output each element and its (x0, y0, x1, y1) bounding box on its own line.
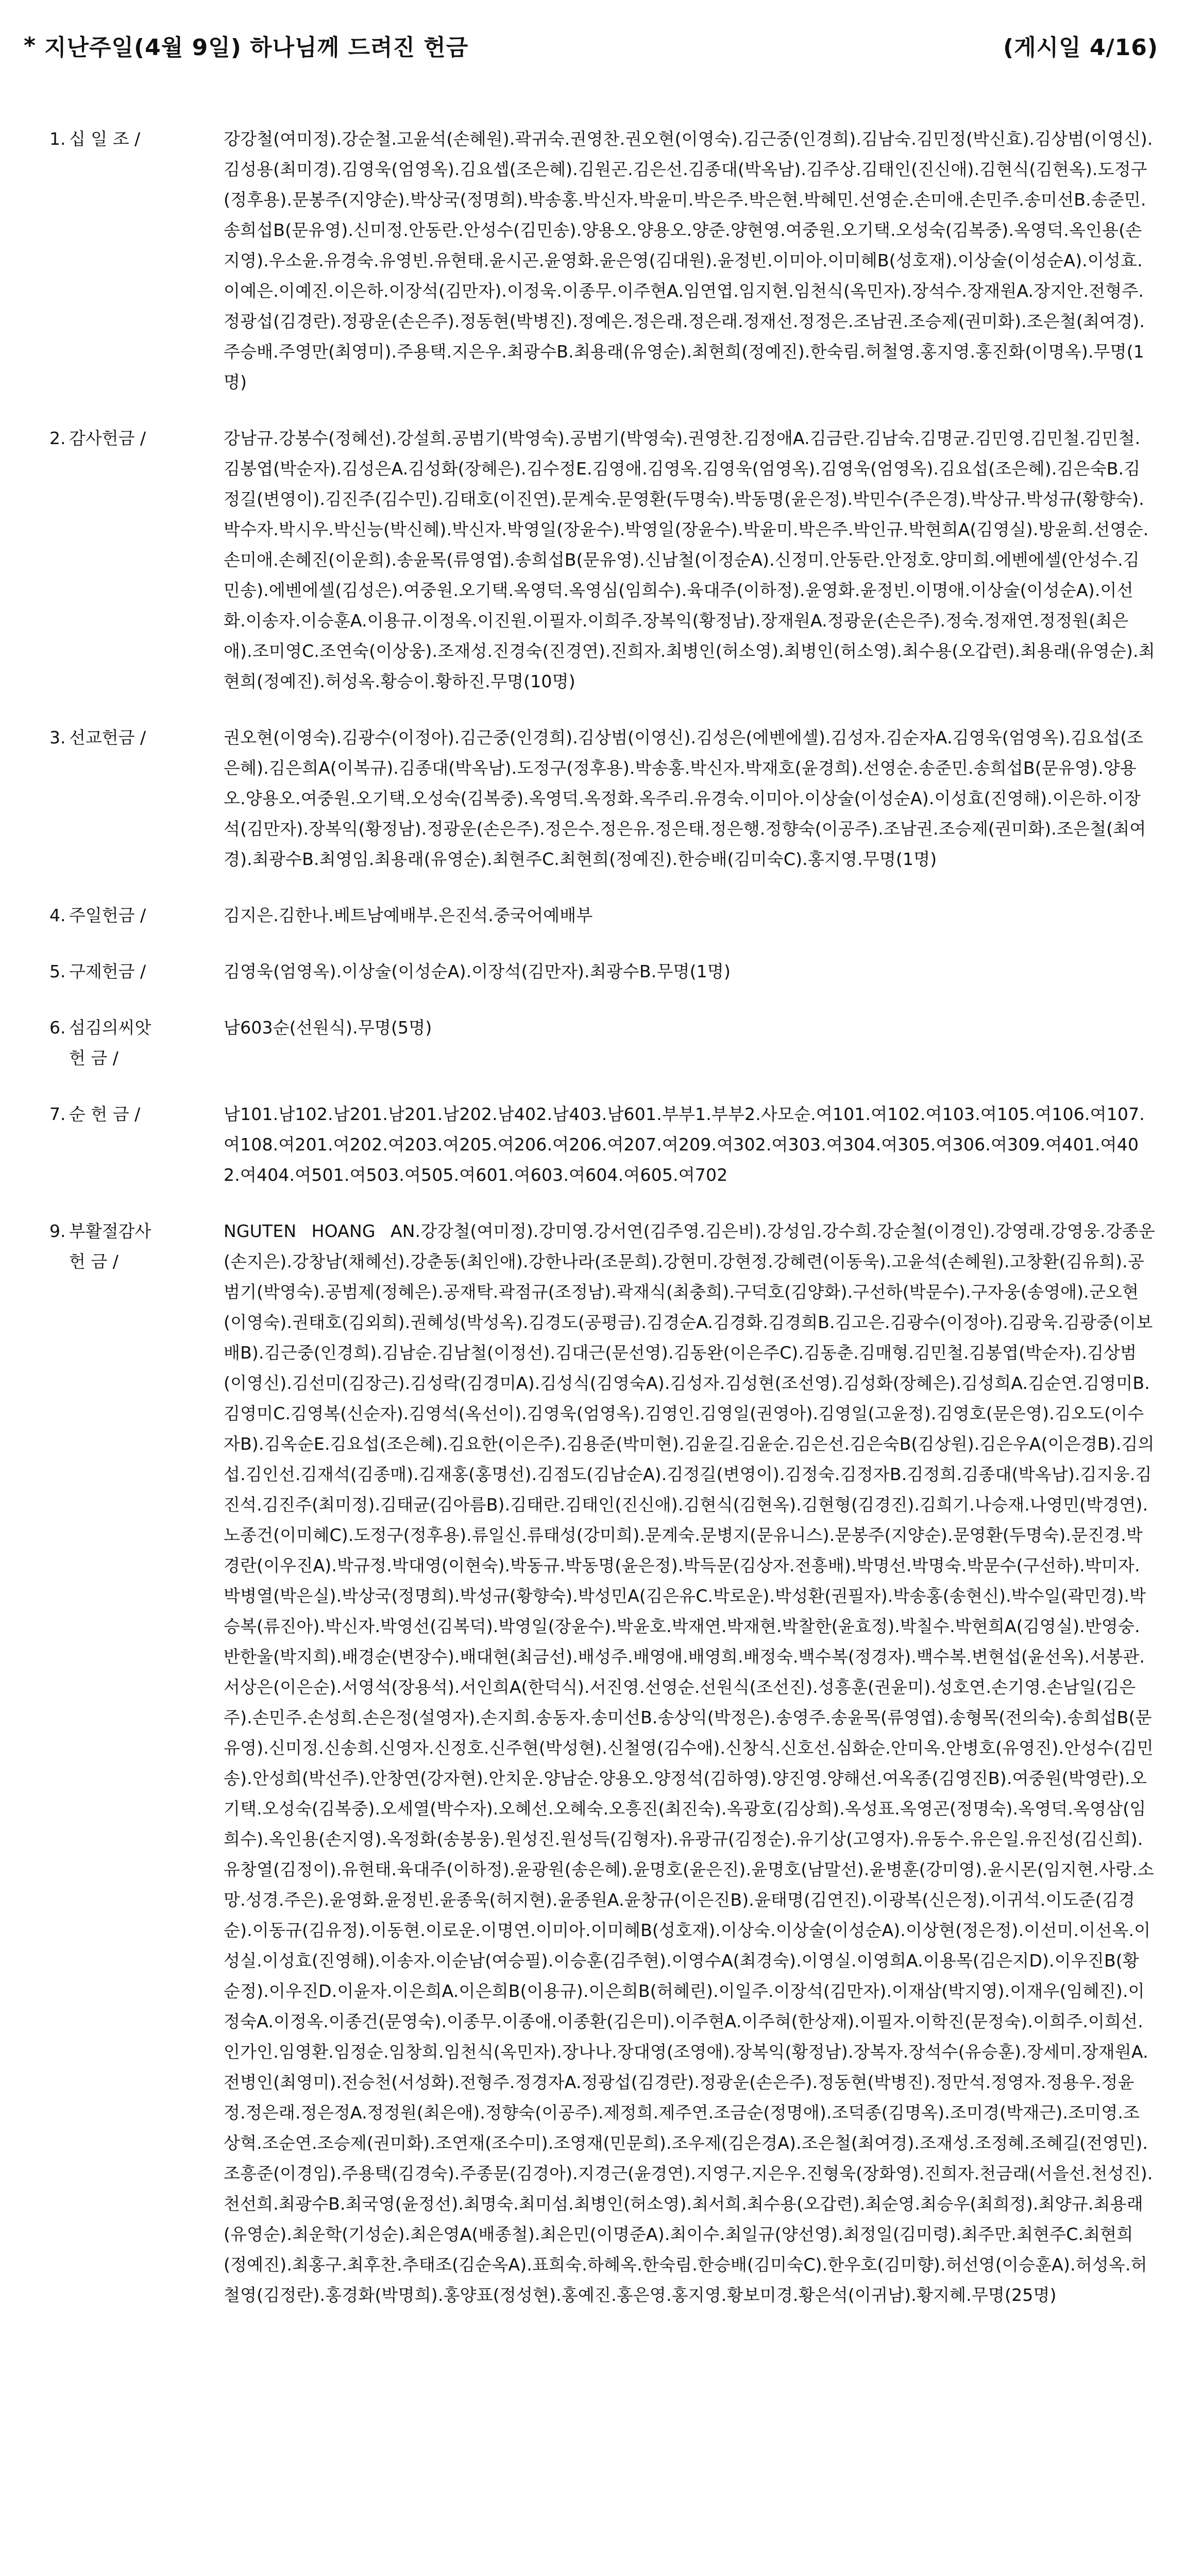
posted-date: (게시일 4/16) (1003, 35, 1158, 61)
section-label: 구제헌금 / (69, 961, 146, 981)
section-number: 5. (49, 961, 66, 981)
section-label: 부활절감사 헌 금 / (69, 1221, 151, 1272)
section-number: 6. (49, 1018, 66, 1038)
section-number: 1. (49, 129, 66, 149)
section-cell-group (49, 1099, 1155, 1190)
section-missions (49, 722, 1155, 874)
section-names: 남603순(선원식).무명(5명) (224, 1018, 432, 1038)
section-relief (49, 956, 1155, 987)
offering-sections (49, 124, 1155, 2336)
section-number: 7. (49, 1104, 66, 1124)
page-header (24, 25, 1158, 66)
section-number: 4. (49, 905, 66, 925)
section-label: 순 헌 금 / (69, 1104, 141, 1124)
page-title: 지난주일(4월 9일) 하나님께 드려진 헌금 (44, 35, 469, 61)
section-label: 감사헌금 / (69, 428, 146, 448)
section-number: 2. (49, 428, 66, 448)
section-names: 남101.남102.남201.남201.남202.남402.남403.남601.부부1.부부2.사모순.여101.여102.여103.여105.여106.여107.여108.여201.여202.여203.여205.여206.여206.여207.여209.여302.여303.여304.여305.여306.여309.여401.여402.여404.여501.여503.여505.여601.여603.여604.여605.여702 (224, 1104, 1145, 1185)
section-service-seed (49, 1012, 1155, 1073)
section-tithe (49, 124, 1155, 397)
section-names: 권오현(이영숙).김광수(이정아).김근중(인경희).김상범(이영신).김성은(에벤에셀).김성자.김순자A.김영욱(엄영옥).김요섭(조은혜).김은희A(이복규).김종대(박옥남).도정구(정후용).박송홍.박신자.박재호(윤경희).선영순.송준민.송희섭B(문유영).양용오.양용오.여중원.오기택.오성숙(김복중).옥영덕.옥정화.옥주리.유경숙.이미아.이상술(이성순A).이성효(진영해).이은하.이장석(김만자).장복익(황정남).정광운(손은주).정은수.정은유.정은태.정은행.정향숙(이공주).조남권.조승제(권미화).조은철(최여경).최광수B.최영임.최용래(유영순).최현주C.최현희(정예진).한승배(김미숙C).홍지영.무명(1명) (224, 727, 1146, 869)
section-names: 강강철(여미정).강순철.고윤석(손혜원).곽귀숙.권영찬.권오현(이영숙).김근중(인경희).김남숙.김민정(박신효).김상범(이영신).김성용(최미경).김영욱(엄영옥).김요셉(조은혜).김원곤.김은선.김종대(박옥남).김주상.김태인(진신애).김현식(김현옥).도정구(정후용).문봉주(지양순).박상국(정명희).박송홍.박신자.박윤미.박은주.박은현.박혜민.선영순.손미애.손민주.송미선B.송준민.송희섭B(문유영).신미정.안동란.안성수(김민송).양용오.양용오.양준.양현영.여중원.오기택.오성숙(김복중).옥영덕.옥인용(손지영).우소윤.유경숙.유영빈.유현태.윤시곤.윤영화.윤은영(김대원).윤정빈.이미아.이미혜B(성호재).이상술(이성순A).이성효.이예은.이예진.이은하.이장석(김만자).이정욱.이종무.이주현A.임연엽.임지현.임천식(옥민자).장석수.장재원A.장지안.전형주.정광섭(김경란).정광운(손은주).정동현(박병진).정예은.정은래.정은래.정재선.정정은.조남권.조승제(권미화).조은철(최여경).주승배.주영만(최영미).주용택.지은우.최광수B.최용래(유영순).최현희(정예진).한숙림.허철영.홍지영.홍진화(이명옥).무명(1명) (224, 129, 1153, 392)
section-names: 김영욱(엄영옥).이상술(이성순A).이장석(김만자).최광수B.무명(1명) (224, 961, 731, 981)
section-easter (49, 1216, 1155, 2310)
bullet-asterisk: * (24, 32, 37, 59)
section-names: 강남규.강봉수(정혜선).강설희.공범기(박영숙).공범기(박영숙).권영찬.김정애A.김금란.김남숙.김명균.김민영.김민철.김민철.김봉엽(박순자).김성은A.김성화(장혜은).김수정E.김영애.김영옥.김영욱(엄영옥).김영욱(엄영옥).김요섭(조은혜).김은숙B.김정길(변영이).김진주(김수민).김태호(이진연).문계숙.문영환(두명숙).박동명(윤은정).박민수(주은경).박상규.박성규(황향숙).박수자.박시우.박신능(박신혜).박신자.박영일(장윤수).박영일(장윤수).박윤미.박은주.박인규.박현희A(김영실).방윤희.선영순.손미애.손혜진(이운희).송윤목(류영엽).송희섭B(문유영).신남철(이정순A).신정미.안동란.안정호.양미희.에벤에셀(안성수.김민송).에벤에셀(김성은).여중원.오기택.옥영덕.옥영심(임희수).육대주(이하정).윤영화.윤정빈.이명애.이상술(이성순A).이선화.이송자.이승훈A.이용규.이정옥.이진원.이필자.이희주.장복익(황정남).장재원A.정광운(손은주).정숙.정재연.정정원(최은애).조미영C.조연숙(이상웅).조재성.진경숙(진경연).진희자.최병인(허소영).최병인(허소영).최수용(오갑련).최용래(유영순).최현희(정예진).허성옥.황승이.황하진.무명(10명) (224, 428, 1155, 691)
section-names: NGUTEN HOANG AN.강강철(여미정).강미영.강서연(김주영.김은비).강성임.강수희.강순철(이경인).강영래.강영웅.강종운(손지은).강창남(채혜선).강춘동(최인애).강한나라(조문희).강현미.강현정.강혜련(이동욱).고윤석(손혜원).고창환(김유희).공범기(박영숙).공범제(정혜은).공재탁.곽점규(조정남).곽재식(최충희).구덕호(김양화).구선하(박문수).구자웅(송영애).군오현(이영숙).권태호(김외희).권혜성(박성옥).김경도(공평금).김경순A.김경화.김경희B.김고은.김광수(이정아).김광욱.김광중(이보배B).김근중(인경희).김남순.김남철(이정선).김대근(문선영).김동완(이은주C).김동춘.김매형.김민철.김봉엽(박순자).김상범(이영신).김선미(김장근).김성락(김경미A).김성식(김영숙A).김성자.김성현(조선영).김성화(장혜은).김성희A.김순연.김영미B.김영미C.김영복(신순자).김영석(옥선이).김영욱(엄영옥).김영인.김영일(권영아).김영일(고윤정).김영호(문은영).김오도(이수자B).김옥순E.김요섭(조은혜).김요한(이은주).김용준(박미현).김윤길.김윤순.김은선.김은숙B(김상원).김은우A(이은경B).김의섭.김인선.김재석(김종매).김재홍(홍명선).김점도(김남순A).김정길(변영이).김정숙.김정자B.김정희.김종대(박옥남).김지웅.김진석.김진주(최미정).김태균(김아름B).김태란.김태인(진신애).김현식(김현옥).김현형(김경진).김희기.나승재.나영민(박경연).노종건(이미혜C).도정구(정후용).류일신.류태성(강미희).문계숙.문병지(문유니스).문봉주(지양순).문영환(두명숙).문진경.박경란(이우진A).박규정.박대영(이현숙).박동규.박동명(윤은정).박득문(김상자.전흥배).박명선.박명숙.박문수(구선하).박미자.박병열(박은실).박상국(정명희).박성규(황향숙).박성민A(김은유C.박로운).박성환(권필자).박송홍(송현신).박수일(곽민경).박승복(류진아).박신자.박영선(김복덕).박영일(장윤수).박윤호.박재연.박재현.박찰한(윤효정).박칠수.박현희A(김영실).반영숭.반한울(박지희).배경순(변장수).배대현(최금선).배성주.배영애.배영희.배정숙.백수복(정경자).백수복.변현섭(윤선옥).서봉관.서상은(이은순).서영석(장용석).서인희A(한덕식).서진영.선영순.선원식(조선진).성흥훈(권윤미).성호연.손기영.손남일(김은주).손민주.손성희.손은정(설영자).손지희.송동자.송미선B.송상익(박정은).송영주.송윤목(류영엽).송형목(전의숙).송희섭B(문유영).신미정.신송희.신영자.신정호.신주현(박성현).신철영(김수애).신창식.신호선.심화순.안미옥.안병호(유영진).안성수(김민송).안성희(박선주).안창연(강자현).안치운.양남순.양용오.양정석(김하영).양진영.양해선.여옥종(김영진B).여중원(박영란).오기택.오성숙(김복중).오세열(박수자).오혜선.오혜숙.오흥진(최진숙).옥광호(김상희).옥성표.옥영곤(정명숙).옥영덕.옥영삼(임희수).옥인용(손지영).옥정화(송봉웅).원성진.원성득(김형자).유광규(김정순).유기상(고영자).유동수.유은일.유진성(김신희).유창열(김정이).유현태.육대주(이하정).윤광원(송은혜).윤명호(윤은진).윤명호(남말선).윤병훈(강미영).윤시몬(임지현.사랑.소망.성경.주은).윤영화.윤정빈.윤종욱(허지현).윤종원A.윤창규(이은진B).윤태명(김연진).이광복(신은정).이귀석.이도준(김경순).이동규(김유정).이동현.이로운.이명연.이미아.이미혜B(성호재).이상숙.이상술(이성순A).이상현(정은정).이선미.이선옥.이성실.이성효(진영해).이송자.이순남(여승필).이승훈(김주현).이영수A(최경숙).이영실.이영희A.이용목(김은지D).이우진B(황순정).이우진D.이윤자.이은희A.이은희B(이용규).이은희B(허혜린).이일주.이장석(김만자).이재삼(박지영).이재우(임혜진).이정숙A.이정옥.이종건(문영숙).이종무.이종애.이종환(김은미).이주현A.이주혀(한상재).이필자.이학진(문정숙).이희주.이희선.인가인.임영환.임정순.임창희.임천식(옥민자).장나나.장대영(조영애).장복익(황정남).장복자.장석수(유승훈).장세미.장재원A.전병인(최영미).전승천(서성화).전형주.정경자A.정광섭(김경란).정광운(손은주).정동현(박병진).정만석.정영자.정용우.정윤정.정은래.정은정A.정정원(최은애).정향숙(이공주).제정희.제주연.조금순(정명애).조덕종(김명옥).조미경(박재근).조미영.조상혁.조순연.조승제(권미화).조연재(조수미).조영재(민문희).조우제(김은경A).조은철(최여경).조재성.조정혜.조혜길(전영민).조흥준(이경임).주용택(김경숙).주종문(김경아).지경근(윤경연).지영구.지은우.진형욱(장화영).진희자.천금래(서을선.천성진).천선희.최광수B.최국영(윤정선).최명숙.최미섬.최병인(허소영).최서희.최수용(오갑련).최순영.최승우(최희정).최양규.최용래(유영순).최운학(기성순).최은영A(배종철).최은민(이명준A).최이수.최일규(양선영).최정일(김미령).최주만.최현주C.최현희(정예진).최홍구.최후찬.추태조(김순옥A).표희숙.하혜옥.한숙림.한승배(김미숙C).한우호(김미향).허선영(이승훈A).허성옥.허철영(김정란).홍경화(박명희).홍양표(정성현).홍예진.홍은영.홍지영.황보미경.황은석(이귀남).황지혜.무명(25명) (224, 1221, 1155, 2305)
section-number: 9. (49, 1221, 66, 1241)
section-label: 십 일 조 / (69, 129, 141, 149)
header-left (24, 29, 468, 62)
section-sunday (49, 900, 1155, 930)
section-names: 김지은.김한나.베트남예배부.은진석.중국어예배부 (224, 905, 593, 925)
section-thanksgiving (49, 423, 1155, 697)
section-label: 섬김의씨앗 헌 금 / (69, 1018, 151, 1068)
section-number: 3. (49, 727, 66, 748)
section-label: 선교헌금 / (69, 727, 146, 748)
section-label: 주일헌금 / (69, 905, 146, 925)
